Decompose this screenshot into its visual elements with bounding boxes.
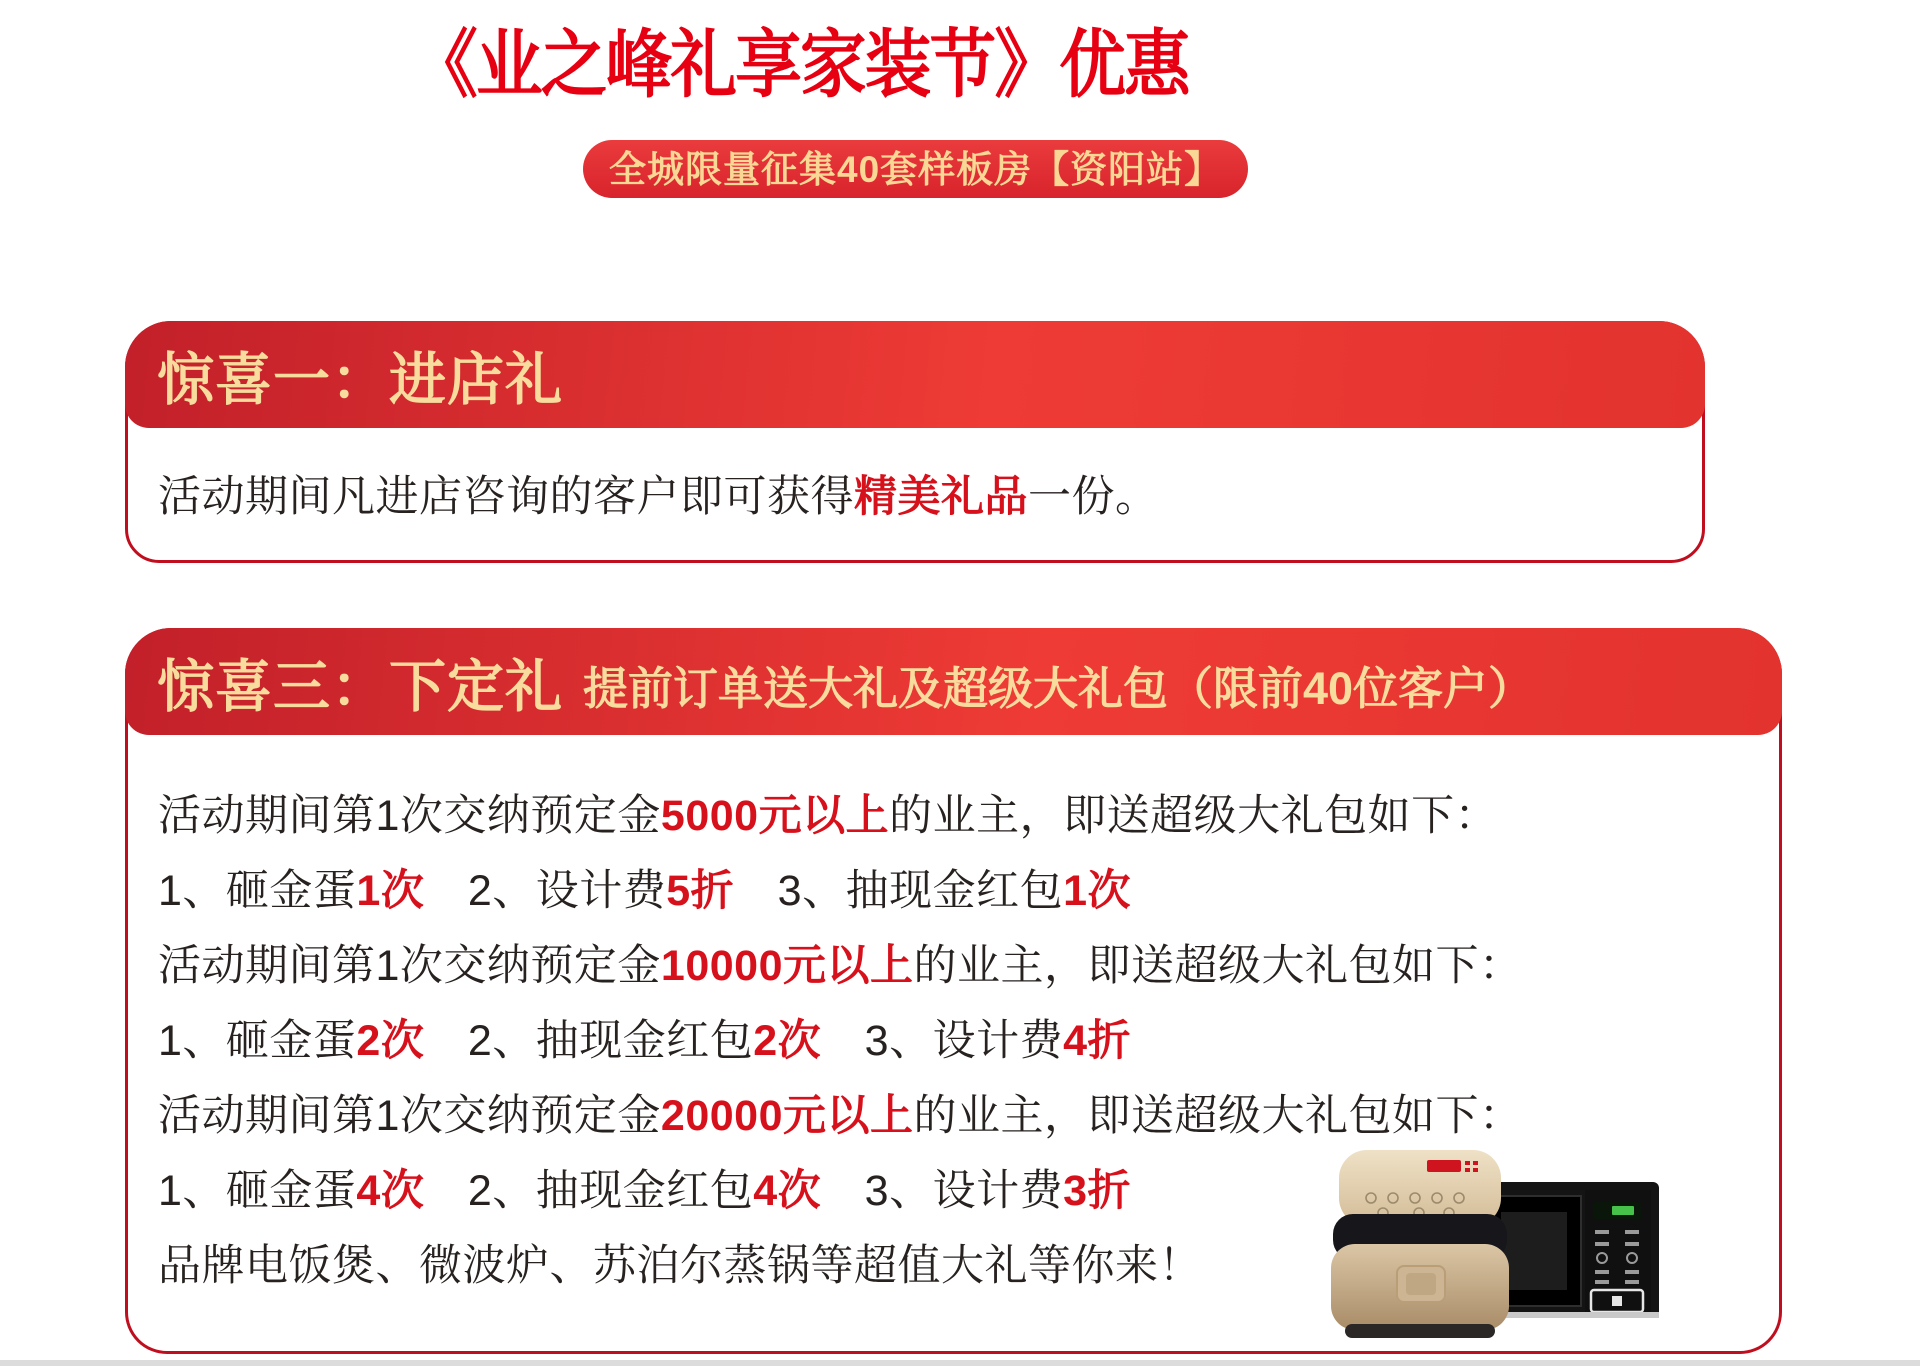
rice-cooker-image xyxy=(1331,1150,1509,1338)
text-segment: 的业主，即送超级大礼包如下： xyxy=(913,942,1523,990)
text-segment: 活动期间第1次交纳预定金 xyxy=(158,792,661,840)
promo-line xyxy=(158,854,1749,929)
text-segment-highlight: 3折 xyxy=(1063,1167,1132,1215)
text-segment: 活动期间凡进店咨询的客户即可获得 xyxy=(158,472,854,521)
text-segment-highlight: 5000元以上 xyxy=(660,792,890,840)
text-segment: 1、砸金蛋 xyxy=(158,1017,357,1065)
text-segment: 2、抽现金红包 xyxy=(424,1167,754,1215)
subtitle-badge: 全城限量征集40套样板房【资阳站】 xyxy=(583,140,1248,198)
card-surprise-3 xyxy=(125,628,1782,1354)
text-segment: 品牌电饭煲、微波炉、苏泊尔蒸锅等超值大礼等你来！ xyxy=(158,1242,1202,1290)
bottom-divider xyxy=(0,1360,1920,1366)
text-segment-highlight: 1次 xyxy=(356,867,425,915)
card1-text xyxy=(158,460,1159,535)
text-segment-highlight: 4次 xyxy=(356,1167,425,1215)
text-segment-highlight: 5折 xyxy=(666,867,735,915)
promo-line xyxy=(158,929,1749,1004)
promo-line xyxy=(158,779,1749,854)
card2-header-label: 惊喜三：下定礼 xyxy=(157,654,563,719)
text-segment-highlight: 2次 xyxy=(753,1017,822,1065)
text-segment-highlight: 4折 xyxy=(1063,1017,1132,1065)
text-segment: 1、砸金蛋 xyxy=(158,1167,357,1215)
card2-header xyxy=(125,628,1782,735)
page-title: 《业之峰礼享家装节》优惠 xyxy=(411,23,1189,106)
card-surprise-1 xyxy=(125,321,1705,563)
text-segment-highlight: 1次 xyxy=(1063,867,1132,915)
text-segment-highlight: 2次 xyxy=(356,1017,425,1065)
card1-header-label: 惊喜一：进店礼 xyxy=(157,347,563,412)
text-segment: 3、设计费 xyxy=(821,1167,1064,1215)
text-segment-highlight: 10000元以上 xyxy=(660,942,914,990)
text-segment-highlight: 精美礼品 xyxy=(854,472,1028,521)
card1-header xyxy=(125,321,1705,428)
card1-body xyxy=(128,428,1702,560)
text-segment: 2、设计费 xyxy=(424,867,667,915)
text-segment: 3、设计费 xyxy=(821,1017,1064,1065)
text-segment: 3、抽现金红包 xyxy=(734,867,1064,915)
text-segment-highlight: 20000元以上 xyxy=(660,1092,914,1140)
text-segment-highlight: 4次 xyxy=(753,1167,822,1215)
promo-line xyxy=(158,1004,1749,1079)
text-segment: 一份。 xyxy=(1028,472,1159,521)
text-segment: 活动期间第1次交纳预定金 xyxy=(158,1092,661,1140)
text-segment: 的业主，即送超级大礼包如下： xyxy=(913,1092,1523,1140)
appliances-illustration xyxy=(1331,1140,1661,1345)
card2-header-subtitle: 提前订单送大礼及超级大礼包（限前40位客户） xyxy=(583,663,1534,714)
text-segment: 1、砸金蛋 xyxy=(158,867,357,915)
text-segment: 活动期间第1次交纳预定金 xyxy=(158,942,661,990)
text-segment: 2、抽现金红包 xyxy=(424,1017,754,1065)
gift-images xyxy=(1331,1140,1661,1345)
text-segment: 的业主，即送超级大礼包如下： xyxy=(889,792,1499,840)
